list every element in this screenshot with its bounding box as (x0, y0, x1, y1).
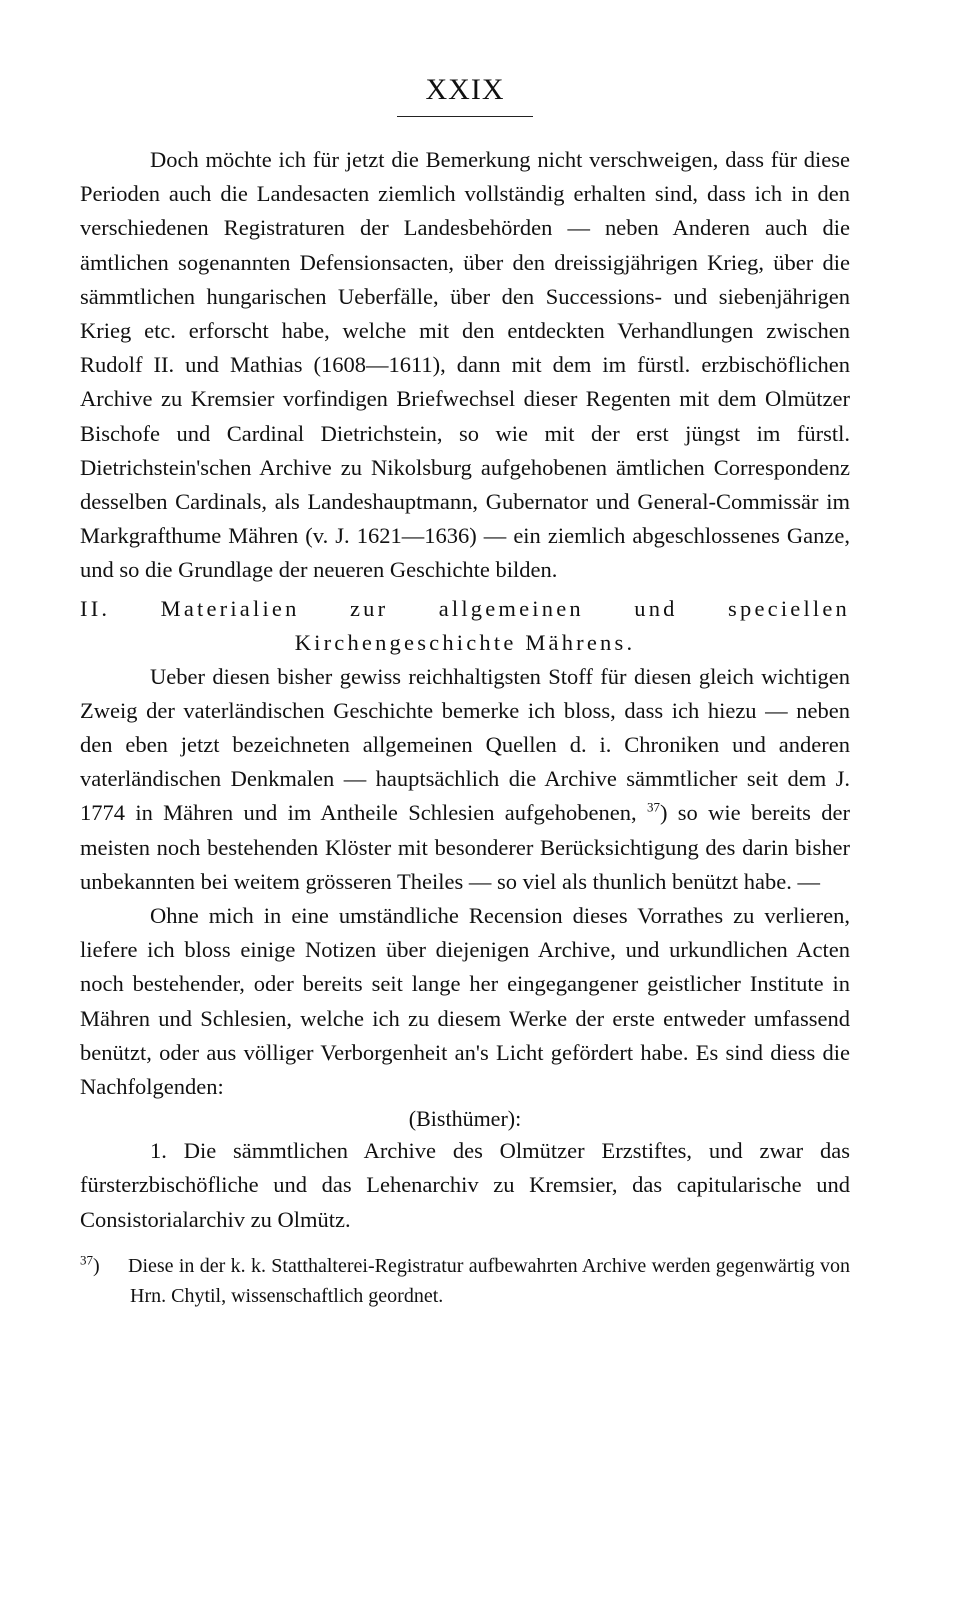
paragraph-text: ) so wie bereits der meisten noch bestehenden Klöster mit besonderer Berücksichtigung des darin bisher unbekannten bei weitem grösseren Theiles — so viel als thunlich benützt habe. — (80, 800, 850, 894)
body-paragraph: Doch möchte ich für jetzt die Bemerkung nicht verschweigen, dass für diese Perioden auch die Landesacten ziemlich vollständig erhalten sind, dass ich in den verschiedenen Registraturen der Landesbehörden — neben Anderen auch die ämtlichen sogenannten Defensionsacten, über den dreissigjährigen Krieg, über die sämmtlichen hungarischen Ueberfälle, über den Successions- und siebenjährigen Krieg etc. erforscht habe, welche mit den entdeckten Verhandlungen zwischen Rudolf II. und Mathias (1608—1611), dann mit dem im fürstl. erzbischöflichen Archive zu Kremsier vorfindigen Briefwechsel dieser Regenten mit dem Olmützer Bischofe und Cardinal Dietrichstein, so wie mit der erst jüngst im fürstl. Dietrichstein'schen Archive zu Nikolsburg aufgehobenen ämtlichen Correspondenz desselben Cardinals, als Landeshauptmann, Gubernator und General-Commissär im Markgrafthume Mähren (v. J. 1621—1636) — ein ziemlich abgeschlossenes Ganze, und so die Grundlage der neueren Geschichte bilden. (80, 147, 850, 583)
list-item: 1. Die sämmtlichen Archive des Olmützer Erzstiftes, und zwar das fürsterzbischöfliche und das Lehenarchiv zu Kremsier, das capitularische und Consistorialarchiv zu Olmütz. (80, 1138, 850, 1232)
body-paragraph: Ohne mich in eine umständliche Recension dieses Vorrathes zu verlieren, liefere ich bloss einige Notizen über diejenigen Archive, und urkundlichen Acten noch bestehender, oder bereits seit lange her eingegangener geistlicher Institute in Mähren und Schlesien, welche ich zu diesem Werke der erste entweder umfassend benützt, oder aus völliger Verborgenheit an's Licht gefördert habe. Es sind diess die Nachfolgenden: (80, 903, 850, 1100)
header-rule (397, 116, 533, 117)
footnote (80, 1251, 850, 1311)
footnote-mark (80, 1251, 128, 1281)
subheading: (Bisthümer): (408, 1106, 522, 1132)
footnote-number: 37 (80, 1252, 93, 1268)
paragraph-text: Ueber diesen bisher gewiss reichhaltigsten Stoff für diesen gleich wichtigen Zweig der vaterländischen Geschichte bemerke ich bloss, dass ich hiezu — neben den eben jetzt bezeichneten allgemeinen Quellen d. i. Chroniken und anderen vaterländischen Denkmalen — hauptsächlich die Archive sämmtlicher seit dem J. 1774 in Mähren und im Antheile Schlesien aufgehobenen, (80, 663, 850, 826)
footnotes (80, 1251, 850, 1311)
body-paragraph (80, 660, 850, 899)
footnote-reference: 37 (646, 799, 660, 815)
section-heading: II. Materialien zur allgemeinen und speciellen Kirchengeschichte Mährens. (80, 595, 850, 655)
page-number: XXIX (425, 73, 505, 106)
document-page (80, 70, 850, 1311)
footnote-mark-suffix: ) (93, 1254, 100, 1277)
footnote-text: Diese in der k. k. Statthalterei-Registratur aufbewahrten Archive werden gegenwärtig von Hrn. Chytil, wissenschaftlich geordnet. (128, 1254, 850, 1307)
